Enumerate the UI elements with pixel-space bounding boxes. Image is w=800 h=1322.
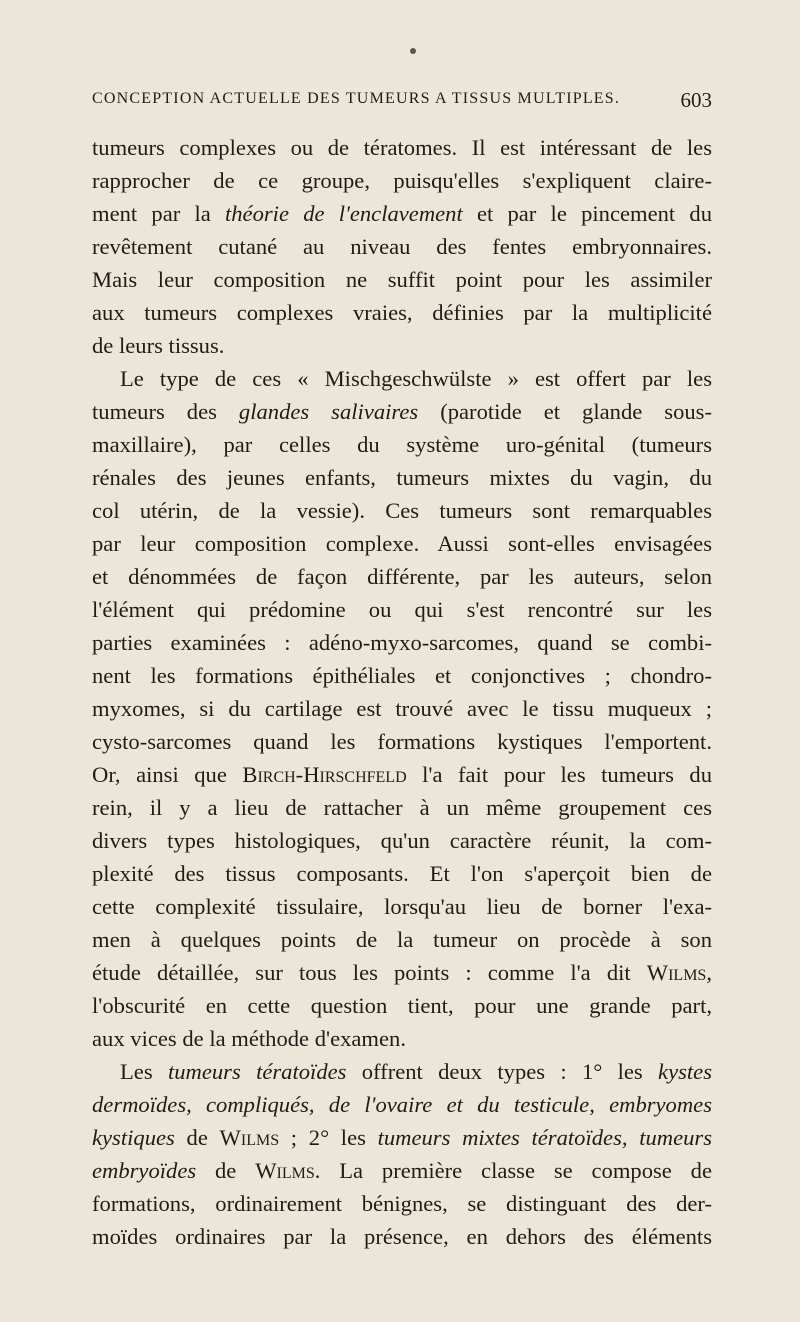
text-run: tumeurs des bbox=[92, 399, 239, 424]
page-header bbox=[92, 90, 712, 114]
italic-run: kystes bbox=[658, 1059, 712, 1084]
italic-run: théorie de l'enclavement bbox=[224, 201, 463, 226]
text-run: l'obscurité en cette question tient, pour une grande part, bbox=[92, 993, 712, 1018]
text-run: offrent deux types : 1° les bbox=[346, 1059, 659, 1084]
text-line bbox=[92, 395, 712, 428]
text-line bbox=[92, 923, 712, 956]
text-run: formations, ordinairement bénignes, se distinguant des der- bbox=[92, 1191, 712, 1216]
text-run: (parotide et glande sous- bbox=[418, 399, 712, 424]
text-run: aux tumeurs complexes vraies, définies par la multiplicité bbox=[92, 300, 712, 325]
text-line bbox=[92, 461, 712, 494]
text-run: revêtement cutané au niveau des fentes embryonnaires. bbox=[92, 234, 712, 259]
text-line bbox=[92, 197, 712, 230]
text-line bbox=[92, 1187, 712, 1220]
text-line bbox=[92, 824, 712, 857]
text-line bbox=[92, 230, 712, 263]
text-line bbox=[92, 164, 712, 197]
text-run: maxillaire), par celles du système uro-génital (tumeurs bbox=[92, 432, 712, 457]
text-line bbox=[92, 956, 712, 989]
text-line bbox=[92, 1220, 712, 1253]
text-run: plexité des tissus composants. Et l'on s'aperçoit bien de bbox=[92, 861, 712, 886]
text-line bbox=[92, 494, 712, 527]
text-run: divers types histologiques, qu'un caractère réunit, la com- bbox=[92, 828, 712, 853]
author-name: Wilms bbox=[255, 1158, 315, 1183]
text-line bbox=[92, 593, 712, 626]
text-line bbox=[92, 1154, 712, 1187]
italic-run: kystiques bbox=[92, 1125, 175, 1150]
text-run: étude détaillée, sur tous les points : comme l'a dit bbox=[92, 960, 647, 985]
italic-run: glandes salivaires bbox=[238, 399, 419, 424]
text-line bbox=[92, 296, 712, 329]
text-run: de bbox=[174, 1125, 220, 1150]
text-run: Les bbox=[120, 1059, 168, 1084]
text-run: ment par la bbox=[92, 201, 225, 226]
text-line bbox=[92, 263, 712, 296]
text-run: tumeurs complexes ou de tératomes. Il est intéressant de les bbox=[92, 135, 712, 160]
author-name: Wilms bbox=[219, 1125, 280, 1150]
text-run: nent les formations épithéliales et conjonctives ; chondro- bbox=[92, 663, 712, 688]
page-number: 603 bbox=[680, 88, 712, 112]
text-run: , bbox=[706, 960, 712, 985]
text-run: l'élément qui prédomine ou qui s'est rencontré sur les bbox=[92, 597, 712, 622]
ink-speck bbox=[410, 48, 416, 54]
text-line bbox=[92, 428, 712, 461]
text-line bbox=[92, 329, 712, 362]
text-run: cette complexité tissulaire, lorsqu'au lieu de borner l'exa- bbox=[92, 894, 712, 919]
italic-run: tumeurs tératoïdes bbox=[167, 1059, 347, 1084]
italic-run: tumeurs mixtes tératoïdes, tumeurs bbox=[377, 1125, 713, 1150]
text-run: myxomes, si du cartilage est trouvé avec le tissu muqueux ; bbox=[92, 696, 712, 721]
text-run: parties examinées : adéno-myxo-sarcomes, quand se combi- bbox=[92, 630, 712, 655]
text-run: rénales des jeunes enfants, tumeurs mixtes du vagin, du bbox=[92, 465, 712, 490]
text-run: et dénommées de façon différente, par les auteurs, selon bbox=[92, 564, 712, 589]
text-line bbox=[92, 131, 712, 164]
text-run: rapprocher de ce groupe, puisqu'elles s'expliquent claire- bbox=[92, 168, 712, 193]
text-line bbox=[92, 1121, 712, 1154]
text-line bbox=[92, 791, 712, 824]
author-name: Wilms bbox=[646, 960, 707, 985]
text-run: l'a fait pour les tumeurs du bbox=[406, 762, 712, 787]
text-line bbox=[92, 659, 712, 692]
text-line bbox=[92, 1022, 712, 1055]
body-text bbox=[92, 131, 712, 1253]
text-run: Le type de ces « Mischgeschwülste » est offert par les bbox=[120, 366, 712, 391]
text-line bbox=[92, 989, 712, 1022]
text-line bbox=[92, 560, 712, 593]
text-run: cysto-sarcomes quand les formations kystiques l'emportent. bbox=[92, 729, 712, 754]
text-line bbox=[92, 1088, 712, 1121]
text-line bbox=[92, 626, 712, 659]
text-line bbox=[92, 692, 712, 725]
text-line bbox=[92, 362, 712, 395]
text-run: Mais leur composition ne suffit point pour les assimiler bbox=[92, 267, 712, 292]
text-run: aux vices de la méthode d'examen. bbox=[92, 1026, 406, 1051]
text-run: de bbox=[196, 1158, 256, 1183]
text-run: . La première classe se compose de bbox=[314, 1158, 713, 1183]
text-run: moïdes ordinaires par la présence, en dehors des éléments bbox=[92, 1224, 712, 1249]
text-line bbox=[92, 890, 712, 923]
text-line bbox=[92, 857, 712, 890]
running-title: CONCEPTION ACTUELLE DES TUMEURS A TISSUS MULTIPLES. bbox=[92, 90, 621, 107]
italic-run: embryoïdes bbox=[92, 1158, 197, 1183]
text-line bbox=[92, 1055, 712, 1088]
text-run: men à quelques points de la tumeur on procède à son bbox=[92, 927, 712, 952]
text-line bbox=[92, 758, 712, 791]
text-line bbox=[92, 527, 712, 560]
italic-run: dermoïdes, compliqués, de l'ovaire et du testicule, embryomes bbox=[92, 1092, 712, 1117]
text-line bbox=[92, 725, 712, 758]
text-run: et par le pincement du bbox=[462, 201, 712, 226]
text-run: rein, il y a lieu de rattacher à un même groupement ces bbox=[92, 795, 712, 820]
text-run: ; 2° les bbox=[279, 1125, 378, 1150]
text-run: col utérin, de la vessie). Ces tumeurs sont remarquables bbox=[92, 498, 712, 523]
author-name: Birch-Hirschfeld bbox=[242, 762, 407, 787]
text-run: Or, ainsi que bbox=[92, 762, 243, 787]
text-run: par leur composition complexe. Aussi sont-elles envisagées bbox=[92, 531, 712, 556]
text-run: de leurs tissus. bbox=[92, 333, 225, 358]
